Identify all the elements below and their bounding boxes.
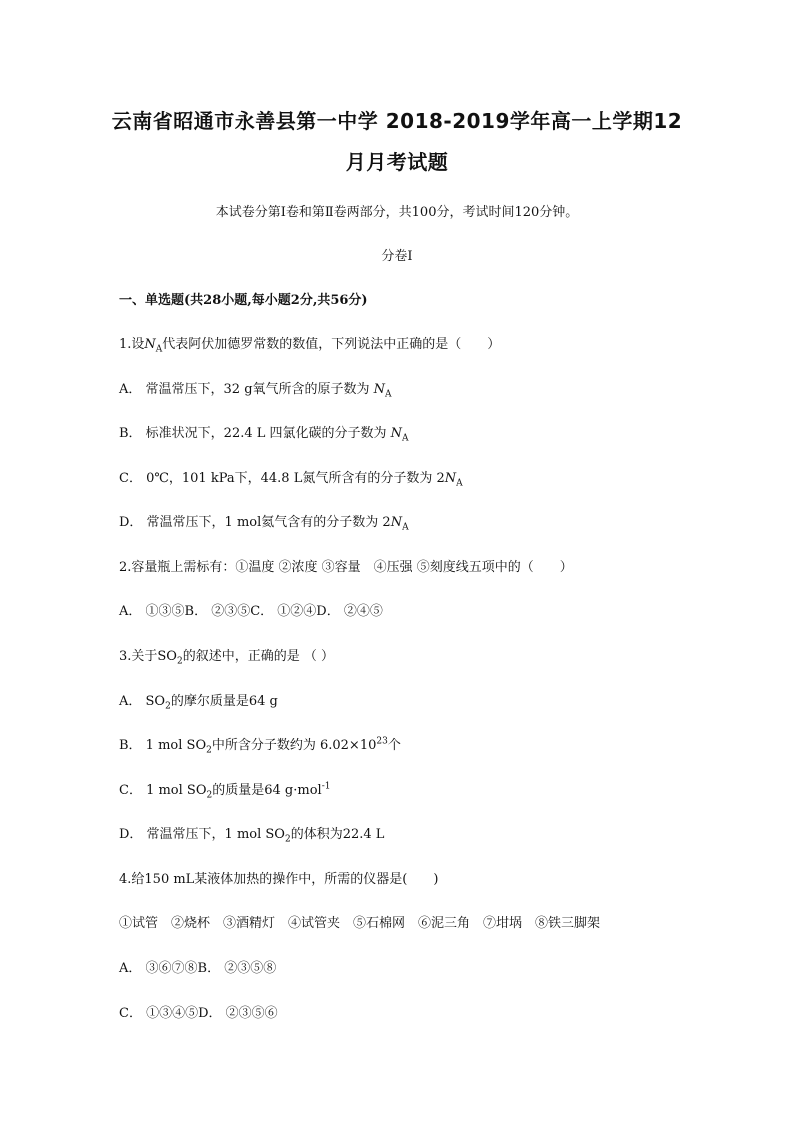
section-label: 分卷I: [381, 249, 413, 264]
question-4-options-1: A． ③⑥⑦⑧B． ②③⑤⑧: [119, 961, 277, 976]
question-4-options-2: C． ①③④⑤D． ②③⑤⑥: [119, 1006, 278, 1021]
question-4-items: ①试管 ②烧杯 ③酒精灯 ④试管夹 ⑤石棉网 ⑥泥三角 ⑦坩埚 ⑧铁三脚架: [119, 916, 601, 931]
part-heading: 一、单选题(共28小题,每小题2分,共56分): [119, 293, 368, 308]
question-2-stem: 2.容量瓶上需标有：①温度 ②浓度 ③容量 ④压强 ⑤刻度线五项中的（ ）: [119, 560, 573, 575]
question-2-options: A． ①③⑤B． ②③⑤C． ①②④D． ②④⑤: [119, 604, 383, 619]
question-4-stem: 4.给150 mL某液体加热的操作中，所需的仪器是( ): [119, 872, 439, 887]
exam-intro: 本试卷分第Ⅰ卷和第Ⅱ卷两部分，共100分，考试时间120分钟。: [215, 205, 579, 220]
question-3-option-b: B． 1 mol $SO_2$中所含分子数约为 $6.02\times 10^{23}$个: [119, 736, 401, 756]
question-3-option-a: A． $SO_2$的摩尔质量是64 g: [119, 694, 278, 712]
question-1-option-b: B． 标准状况下，22.4 L 四氯化碳的分子数为 $N_A$: [119, 426, 409, 444]
question-1-option-d: D． 常温常压下，1 mol氦气含有的分子数为 $2N_A$: [119, 515, 409, 533]
question-3-option-d: D． 常温常压下，1 mol $SO_2$的体积为22.4 L: [119, 827, 385, 845]
question-1-option-c: C． 0℃，101 kPa下，44.8 L氮气所含有的分子数为 $2N_A$: [119, 471, 463, 489]
question-3-option-c: C． 1 mol $SO_2$的质量是64 g·mol$^{-1}$: [119, 781, 331, 801]
question-1-option-a: A． 常温常压下，32 g氧气所含的原子数为 $N_A$: [119, 382, 392, 400]
question-1-stem: 1.设$N_A$代表阿伏加德罗常数的数值，下列说法中正确的是（ ）: [119, 337, 501, 355]
exam-title-line1: 云南省昭通市永善县第一中学 2018-2019学年高一上学期12: [111, 109, 683, 133]
exam-title-line2: 月月考试题: [345, 150, 449, 174]
question-3-stem: 3.关于$SO_2$的叙述中，正确的是 （ ）: [119, 649, 334, 667]
